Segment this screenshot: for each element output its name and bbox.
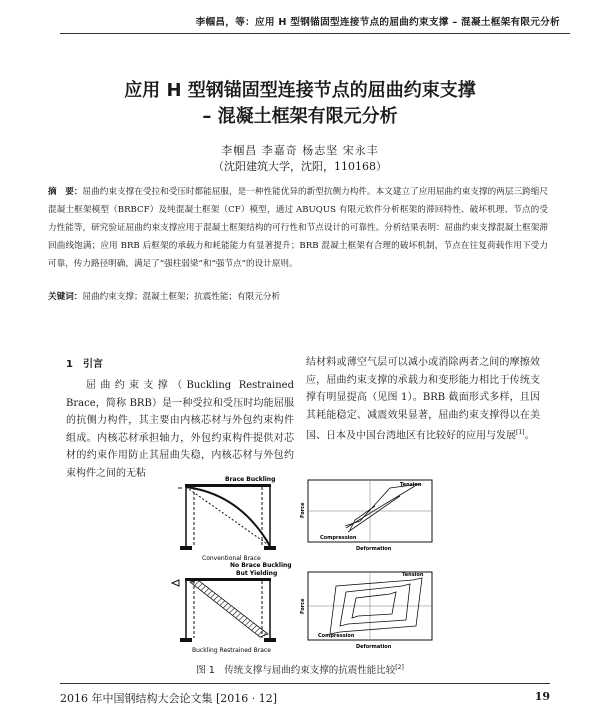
paper-title-line-1: 应用 H 型钢锚固型连接节点的屈曲约束支撑 — [124, 80, 476, 101]
paper-title-line-2: – 混凝土框架有限元分析 — [202, 106, 398, 127]
hysteresis-loop-inner — [352, 592, 396, 618]
authors: 李帼昌 李嘉奇 杨志坚 宋永丰 — [221, 144, 379, 157]
body-right-text: 结材料或薄空气层可以减小或消除两者之间的摩擦效应，屈曲约束支撑的承载力和变形能力相比于传统支撑有明显提高（见图 1）。BRB 截面形式多样，且因其耗能稳定、减震效果显著，屈曲约束支撑得以在美国、日本及中国台湾地区有比较好的应用与发展 — [306, 357, 540, 442]
citation-ref: [1] — [516, 429, 525, 437]
deformation-axis-label-top: Deformation — [356, 546, 392, 552]
footer-rule — [60, 683, 550, 684]
brb-label: Buckling Restrained Brace — [192, 647, 271, 654]
force-axis-label-bottom: Force — [300, 598, 306, 614]
tension-label-bottom: Tension — [402, 572, 424, 578]
abstract-text: 屈曲约束支撑在受拉和受压时都能屈服，是一种性能优异的新型抗侧力构件。本文建立了应用屈曲约束支撑的两层三跨缩尺混凝土框架模型（BRBCF）及纯混凝土框架（CF）模型，通过 ABUQUS 有限元软件分析框架的滞回特性、破坏机理、节点的受力性能等，研究验证屈曲约束支撑应用于混凝土框架结构的可行性和节点设计的可靠性。分析结果表明：屈曲约束支撑混凝土框架滞回曲线饱满；应用 BRB 后框架的承载力和耗能能力有显著提升；BRB 混凝土框架有合理的破坏机制，节点在往复荷载作用下受力可靠，传力路径明确，满足了“强柱弱梁”和“强节点”的设计原则。 — [48, 187, 548, 269]
no-buckling-label: No Brace Buckling — [230, 562, 292, 569]
frame-beam — [185, 484, 271, 487]
tension-label-top: Tension — [400, 482, 422, 488]
compression-label-top: Compression — [320, 535, 357, 541]
footer-proceedings: 2016 年中国钢结构大会论文集 [2016 · 12] — [60, 692, 278, 705]
header-rule — [60, 33, 570, 34]
deformation-axis-label-bottom: Deformation — [356, 644, 392, 650]
brace-buckling-label: Brace Buckling — [225, 476, 276, 483]
yielding-label: But Yielding — [236, 570, 278, 577]
body-right-end: 。 — [524, 430, 535, 442]
body-left-column: 屈曲约束支撑（Buckling Restrained Brace，简称 BRB）是一种受拉和受压时均能屈服的抗侧力构件，其主要由内核芯材与外包约束构件组成。内核芯材承担轴力，外包约束构件提供对芯材的约束作用防止其屈曲失稳，内核芯材与外包约束构件之间的无粘 — [66, 380, 294, 479]
brb-diagram — [172, 562, 292, 654]
caption-text: 图 1 传统支撑与屈曲约束支撑的抗震性能比较 — [196, 665, 396, 676]
load-arrow-bottom — [172, 580, 179, 586]
affiliation: （沈阳建筑大学，沈阳，110168） — [213, 160, 387, 173]
conventional-brace-label: Conventional Brace — [202, 555, 261, 562]
body-right-column — [306, 354, 540, 445]
force-axis-label-top: Force — [300, 502, 306, 518]
compression-label-bottom: Compression — [318, 633, 355, 639]
brb-hysteresis-chart — [300, 572, 432, 650]
abstract-label: 摘 要： — [48, 187, 83, 197]
caption-ref: [2] — [395, 663, 404, 671]
conventional-brace-diagram — [178, 476, 276, 562]
support-left — [180, 546, 192, 550]
running-head: 李帼昌，等：应用 H 型钢锚固型连接节点的屈曲约束支撑 – 混凝土框架有限元分析 — [195, 17, 560, 28]
conventional-hysteresis-chart — [300, 480, 432, 552]
keywords-label: 关键词： — [48, 292, 83, 302]
page-number: 19 — [534, 690, 550, 703]
support-right — [264, 546, 276, 550]
keywords — [48, 290, 548, 302]
abstract — [48, 183, 548, 273]
brb-support-right — [264, 638, 276, 642]
brb-member — [190, 580, 268, 637]
brace-diagonal — [186, 487, 270, 546]
keywords-text: 屈曲约束支撑；混凝土框架；抗震性能；有限元分析 — [82, 292, 281, 302]
section-heading: 1 引言 — [66, 359, 103, 370]
hysteresis-curve-conventional — [345, 484, 420, 532]
figure-caption — [0, 662, 600, 676]
hysteresis-loop-middle — [340, 584, 410, 626]
brb-support-left — [180, 638, 192, 642]
figure-1 — [170, 474, 440, 654]
